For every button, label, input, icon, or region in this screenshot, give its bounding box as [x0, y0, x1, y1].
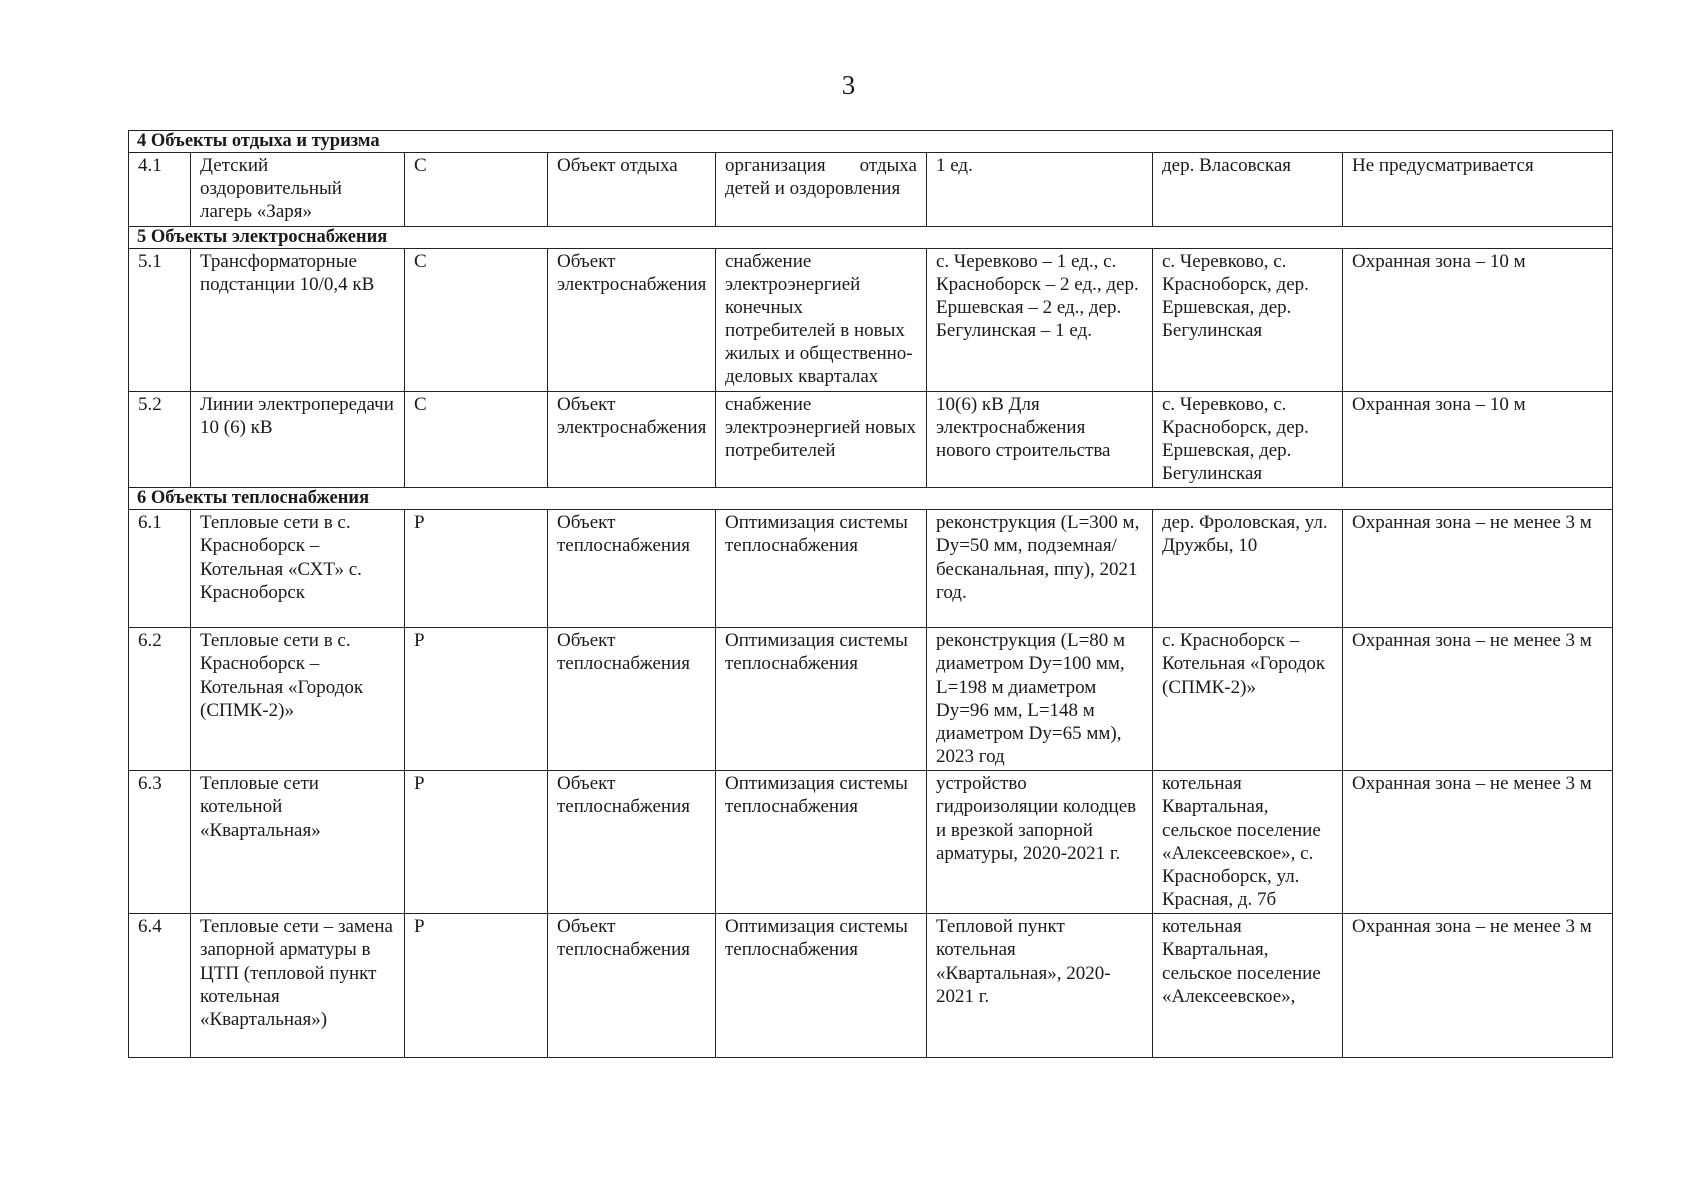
object-purpose: Оптимизация системы теплоснабжения — [716, 628, 927, 771]
object-name: Тепловые сети – замена запорной арматуры в ЦТП (тепловой пункт котельная «Квартальная») — [191, 914, 405, 1058]
section-title: 6 Объекты теплоснабжения — [129, 488, 1613, 510]
table-row — [129, 510, 1613, 628]
object-name: Детский оздоровительный лагерь «Заря» — [191, 153, 405, 227]
object-name: Трансформаторные подстанции 10/0,4 кВ — [191, 248, 405, 391]
object-location: с. Черевково, с. Красноборск, дер. Ершевская, дер. Бегулинская — [1153, 391, 1343, 488]
row-number: 6.3 — [129, 771, 191, 914]
object-purpose: снабжение электроэнергией новых потребителей — [716, 391, 927, 488]
row-number: 5.2 — [129, 391, 191, 488]
table-row — [129, 771, 1613, 914]
object-name: Тепловые сети в с. Красноборск – Котельная «Городок (СПМК-2)» — [191, 628, 405, 771]
object-purpose: организация отдыха детей и оздоровления — [716, 153, 927, 227]
object-location: дер. Власовская — [1153, 153, 1343, 227]
object-purpose: снабжение электроэнергией конечных потребителей в новых жилых и общественно-деловых кварталах — [716, 248, 927, 391]
object-location: с. Красноборск – Котельная «Городок (СПМК-2)» — [1153, 628, 1343, 771]
section-title: 5 Объекты электроснабжения — [129, 226, 1613, 248]
row-number: 5.1 — [129, 248, 191, 391]
table-row — [129, 914, 1613, 1058]
object-characteristics: Тепловой пункт котельная «Квартальная», 2020- 2021 г. — [927, 914, 1153, 1058]
section-header-row — [129, 488, 1613, 510]
object-name: Тепловые сети в с. Красноборск – Котельная «СХТ» с. Красноборск — [191, 510, 405, 628]
table-row — [129, 153, 1613, 227]
object-type: Объект теплоснабжения — [548, 771, 716, 914]
object-purpose: Оптимизация системы теплоснабжения — [716, 771, 927, 914]
object-characteristics: 10(6) кВ Для электроснабжения нового строительства — [927, 391, 1153, 488]
object-location: дер. Фроловская, ул. Дружбы, 10 — [1153, 510, 1343, 628]
row-number: 6.2 — [129, 628, 191, 771]
protection-zone: Не предусматривается — [1343, 153, 1613, 227]
object-location: котельная Квартальная, сельское поселение «Алексеевское», с. Красноборск, ул. Красная, д. 7б — [1153, 771, 1343, 914]
section-title: 4 Объекты отдыха и туризма — [129, 131, 1613, 153]
object-status: С — [405, 391, 548, 488]
protection-zone: Охранная зона – не менее 3 м — [1343, 628, 1613, 771]
table-row — [129, 391, 1613, 488]
object-status: Р — [405, 914, 548, 1058]
object-type: Объект теплоснабжения — [548, 510, 716, 628]
table-row — [129, 628, 1613, 771]
object-characteristics: реконструкция (L=300 м, Dy=50 мм, подземная/бесканальная, ппу), 2021 год. — [927, 510, 1153, 628]
protection-zone: Охранная зона – 10 м — [1343, 391, 1613, 488]
object-type: Объект отдыха — [548, 153, 716, 227]
protection-zone: Охранная зона – не менее 3 м — [1343, 510, 1613, 628]
row-number: 6.4 — [129, 914, 191, 1058]
objects-table — [128, 130, 1613, 1058]
object-type: Объект теплоснабжения — [548, 914, 716, 1058]
object-characteristics: устройство гидроизоляции колодцев и врезкой запорной арматуры, 2020-2021 г. — [927, 771, 1153, 914]
page-number: 3 — [841, 70, 856, 100]
object-status: Р — [405, 628, 548, 771]
object-type: Объект электроснабжения — [548, 391, 716, 488]
row-number: 4.1 — [129, 153, 191, 227]
object-name: Тепловые сети котельной «Квартальная» — [191, 771, 405, 914]
object-status: С — [405, 153, 548, 227]
object-status: Р — [405, 510, 548, 628]
object-location: с. Черевково, с. Красноборск, дер. Ершевская, дер. Бегулинская — [1153, 248, 1343, 391]
object-purpose: Оптимизация системы теплоснабжения — [716, 914, 927, 1058]
object-characteristics: 1 ед. — [927, 153, 1153, 227]
object-characteristics: с. Черевково – 1 ед., с. Красноборск – 2 ед., дер. Ершевская – 2 ед., дер. Бегулинская – 1 ед. — [927, 248, 1153, 391]
object-name: Линии электропередачи 10 (6) кВ — [191, 391, 405, 488]
section-header-row — [129, 131, 1613, 153]
table-row — [129, 248, 1613, 391]
object-status: Р — [405, 771, 548, 914]
row-number: 6.1 — [129, 510, 191, 628]
object-type: Объект электроснабжения — [548, 248, 716, 391]
object-type: Объект теплоснабжения — [548, 628, 716, 771]
protection-zone: Охранная зона – не менее 3 м — [1343, 914, 1613, 1058]
protection-zone: Охранная зона – 10 м — [1343, 248, 1613, 391]
object-location: котельная Квартальная, сельское поселение «Алексеевское», — [1153, 914, 1343, 1058]
object-characteristics: реконструкция (L=80 м диаметром Dy=100 мм, L=198 м диаметром Dy=96 мм, L=148 м диаметром Dy=65 мм), 2023 год — [927, 628, 1153, 771]
protection-zone: Охранная зона – не менее 3 м — [1343, 771, 1613, 914]
section-header-row — [129, 226, 1613, 248]
object-status: С — [405, 248, 548, 391]
object-purpose: Оптимизация системы теплоснабжения — [716, 510, 927, 628]
